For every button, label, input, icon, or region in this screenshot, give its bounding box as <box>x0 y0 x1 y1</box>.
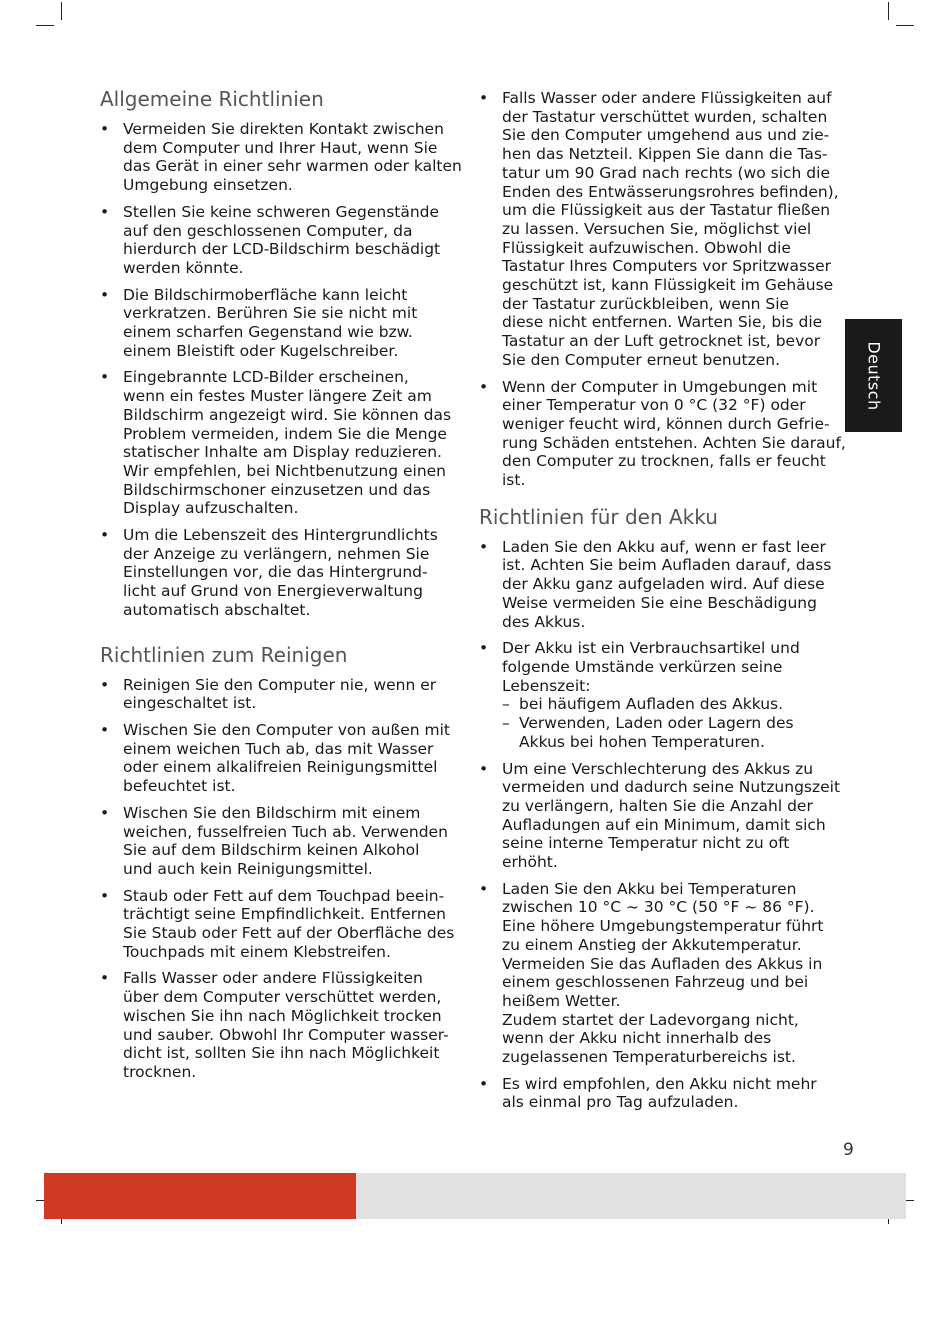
text-line: der Tastatur zurückbleiben, wenn Sie <box>502 294 790 313</box>
text-line: zu verlängern, halten Sie die Anzahl der <box>502 796 813 815</box>
cleaning-guidelines-list-continued <box>479 89 844 490</box>
list-item <box>100 969 460 1081</box>
list-item <box>479 89 844 370</box>
text-line: tatur um 90 Grad nach rechts (wo sich die <box>502 163 830 182</box>
language-tab-label: Deutsch <box>864 340 883 411</box>
bullet: • <box>100 969 110 988</box>
text-line: wenn der Akku nicht innerhalb des <box>502 1029 772 1048</box>
text-line: wenn ein festes Muster längere Zeit am <box>123 387 432 406</box>
text-line: Falls Wasser oder andere Flüssigkeiten auf <box>502 89 832 107</box>
text-line: um die Flüssigkeit aus der Tastatur fließen <box>502 201 831 220</box>
text-line: Sie Staub oder Fett auf der Oberfläche des <box>123 924 455 943</box>
text-line: der Akku ganz aufgeladen wird. Auf diese <box>502 575 825 594</box>
list-item <box>100 203 460 278</box>
cleaning-guidelines-list <box>100 676 460 1082</box>
list-item <box>100 887 460 962</box>
text-line: rung Schäden entstehen. Achten Sie darauf, <box>502 433 846 452</box>
section-title-battery: Richtlinien für den Akku <box>479 504 718 529</box>
bullet: • <box>100 285 110 304</box>
text-line: einer Temperatur von 0 °C (32 °F) oder <box>502 396 806 415</box>
text-line: das Gerät in einer sehr warmen oder kalten <box>123 157 462 176</box>
text-line: hen das Netzteil. Kippen Sie dann die Tas- <box>502 145 828 164</box>
crop-mark <box>61 2 62 20</box>
text-line: Wir empfehlen, bei Nichtbenutzung einen <box>123 461 447 480</box>
text-line: diese nicht entfernen. Warten Sie, bis die <box>502 313 823 332</box>
text-line: ist. Achten Sie beim Aufladen darauf, dass <box>502 556 832 575</box>
text-line: Lebenszeit: <box>502 676 591 695</box>
bullet: • <box>100 720 110 739</box>
text-line: erhöht. <box>502 853 558 872</box>
text-line: Wenn der Computer in Umgebungen mit <box>502 377 818 396</box>
text-line: licht auf Grund von Energieverwaltung <box>123 582 423 601</box>
text-line: den Computer zu trocknen, falls er feucht <box>502 452 826 471</box>
text-line: Die Bildschirmoberfläche kann leicht <box>123 285 408 304</box>
page-number: 9 <box>843 1140 854 1160</box>
text-line: Laden Sie den Akku bei Temperaturen <box>502 879 797 898</box>
text-line: trächtigt seine Empfindlichkeit. Entfernen <box>123 905 447 924</box>
text-line: Zudem startet der Ladevorgang nicht, <box>502 1010 799 1029</box>
text-line: und auch kein Reinigungsmittel. <box>123 859 373 878</box>
bullet: • <box>100 368 110 387</box>
text-line: Aufladungen auf ein Minimum, damit sich <box>502 815 826 834</box>
text-line: einem scharfen Gegenstand wie bzw. <box>123 323 413 342</box>
general-guidelines-list <box>100 120 460 620</box>
bullet: • <box>100 803 110 822</box>
text-line: geschützt ist, kann Flüssigkeit im Gehäuse <box>502 276 834 295</box>
text-line: heißem Wetter. <box>502 991 621 1010</box>
list-item <box>100 721 460 796</box>
sub-list-item: – Verwenden, Laden oder Lagern des Akkus bei hohen Temperaturen. <box>502 714 844 751</box>
text-line: Enden des Entwässerungsrohres befinden), <box>502 182 839 201</box>
left-column <box>100 86 460 1090</box>
text-line: Sie den Computer erneut benutzen. <box>502 350 781 369</box>
text-line: Um eine Verschlechterung des Akkus zu <box>502 759 814 778</box>
bullet: • <box>479 89 489 107</box>
text-line: auf den geschlossenen Computer, da <box>123 221 413 240</box>
text-line: der Anzeige zu verlängern, nehmen Sie <box>123 544 430 563</box>
text-line: eingeschaltet ist. <box>123 694 257 713</box>
bullet: • <box>100 526 110 545</box>
sub-list-item: – bei häufigem Aufladen des Akkus. <box>502 695 844 714</box>
text-line: dem Computer und Ihrer Haut, wenn Sie <box>123 138 438 157</box>
text-line: Problem vermeiden, indem Sie die Menge <box>123 424 447 443</box>
battery-guidelines-list <box>479 538 844 1112</box>
list-item: • Um eine Verschlechterung des Akkus zu vermeiden und dadurch seine Nutzungszeit zu verlängern, halten Sie die Anzahl der Aufladungen auf ein Minimum, damit sich seine interne Temperatur nicht zu oft erhöht. <box>479 760 844 872</box>
list-item <box>100 120 460 195</box>
text-line: der Tastatur verschüttet wurden, schalten <box>502 107 828 126</box>
language-tab <box>845 319 902 432</box>
crop-mark <box>896 25 914 26</box>
text-line: Verwenden, Laden oder Lagern des <box>519 714 794 733</box>
text-line: Weise vermeiden Sie eine Beschädigung <box>502 593 817 612</box>
list-item <box>100 286 460 361</box>
text-line: Um die Lebenszeit des Hintergrundlichts <box>123 526 438 545</box>
text-line: befeuchtet ist. <box>123 777 236 796</box>
right-column <box>479 89 844 1120</box>
text-line: Stellen Sie keine schweren Gegenstände <box>123 202 440 221</box>
text-line: automatisch abschaltet. <box>123 600 311 619</box>
text-line: Sie den Computer umgehend aus und zie- <box>502 126 830 145</box>
text-line: Touchpads mit einem Klebstreifen. <box>123 942 391 961</box>
list-item <box>100 368 460 518</box>
text-line: Flüssigkeit aufzuwischen. Obwohl die <box>502 238 791 257</box>
crop-mark <box>888 2 889 20</box>
list-item <box>100 804 460 879</box>
text-line: statischer Inhalte am Display reduzieren. <box>123 443 442 462</box>
text-line: Eine höhere Umgebungstemperatur führt <box>502 917 824 936</box>
text-line: hierdurch der LCD-Bildschirm beschädigt <box>123 240 441 259</box>
list-item <box>100 676 460 713</box>
text-line: ist. <box>502 471 526 490</box>
text-line: Tastatur an der Luft getrocknet ist, bevor <box>502 332 821 351</box>
text-line: Akkus bei hohen Temperaturen. <box>519 732 765 751</box>
section-title-cleaning: Richtlinien zum Reinigen <box>100 642 348 667</box>
text-line: zwischen 10 °C ~ 30 °C (50 °F ~ 86 °F). <box>502 898 815 917</box>
bullet: • <box>479 377 489 396</box>
bullet: • <box>100 120 110 138</box>
text-line: Bildschirm angezeigt wird. Sie können das <box>123 405 452 424</box>
text-line: Staub oder Fett auf dem Touchpad beein- <box>123 886 445 905</box>
footer-band <box>356 1173 906 1219</box>
section-title-general: Allgemeine Richtlinien <box>100 87 324 111</box>
text-line: Es wird empfohlen, den Akku nicht mehr <box>502 1074 817 1093</box>
text-line: Sie auf dem Bildschirm keinen Alkohol <box>123 841 420 860</box>
text-line: folgende Umstände verkürzen seine <box>502 657 783 676</box>
bullet: • <box>100 202 110 221</box>
text-line: einem Bleistift oder Kugelschreiber. <box>123 341 399 360</box>
text-line: Eingebrannte LCD-Bilder erscheinen, <box>123 368 409 387</box>
text-line: und sauber. Obwohl Ihr Computer wasser- <box>123 1025 449 1044</box>
bullet: • <box>100 886 110 905</box>
list-item <box>100 526 460 620</box>
text-line: zugelassenen Temperaturbereichs ist. <box>502 1048 796 1067</box>
list-item: • Es wird empfohlen, den Akku nicht mehr als einmal pro Tag aufzuladen. <box>479 1075 844 1112</box>
text-line: dicht ist, sollten Sie ihn nach Möglichkeit <box>123 1044 440 1063</box>
text-line: weniger feucht wird, können durch Gefrie- <box>502 414 830 433</box>
text-line: oder einem alkalifreien Reinigungsmittel <box>123 758 438 777</box>
crop-mark <box>36 25 54 26</box>
text-line: vermeiden und dadurch seine Nutzungszeit <box>502 778 841 797</box>
text-line: Laden Sie den Akku auf, wenn er fast leer <box>502 537 826 556</box>
list-item <box>479 378 844 490</box>
text-line: einem weichen Tuch ab, das mit Wasser <box>123 739 434 758</box>
text-line: einem geschlossenen Fahrzeug und bei <box>502 973 809 992</box>
text-line: Umgebung einsetzen. <box>123 176 293 195</box>
text-line: verkratzen. Berühren Sie sie nicht mit <box>123 304 418 323</box>
text-line: Reinigen Sie den Computer nie, wenn er <box>123 675 437 694</box>
text-line: Einstellungen vor, die das Hintergrund- <box>123 563 428 582</box>
text-line: seine interne Temperatur nicht zu oft <box>502 834 790 853</box>
text-line: zu lassen. Versuchen Sie, möglichst viel <box>502 219 812 238</box>
bullet: • <box>100 675 110 694</box>
text-line: bei häufigem Aufladen des Akkus. <box>519 695 784 714</box>
text-line: Wischen Sie den Bildschirm mit einem <box>123 803 421 822</box>
text-line: Der Akku ist ein Verbrauchsartikel und <box>502 639 800 658</box>
list-item: • Laden Sie den Akku auf, wenn er fast leer ist. Achten Sie beim Aufladen darauf, dass der Akku ganz aufgeladen wird. Auf diese Weise vermeiden Sie eine Beschädigung des Akkus. <box>479 538 844 632</box>
text-line: des Akkus. <box>502 612 586 631</box>
text-line: trocknen. <box>123 1062 197 1081</box>
text-line: Falls Wasser oder andere Flüssigkeiten <box>123 969 423 988</box>
text-line: als einmal pro Tag aufzuladen. <box>502 1093 739 1112</box>
text-line: zu einem Anstieg der Akkutemperatur. <box>502 935 802 954</box>
text-line: werden könnte. <box>123 258 244 277</box>
text-line: über dem Computer verschüttet werden, <box>123 988 442 1007</box>
footer-accent-bar <box>44 1173 356 1219</box>
list-item: • Der Akku ist ein Verbrauchsartikel und folgende Umstände verkürzen seine Lebenszeit: – bei häufigem Aufladen des Akkus. – Verwenden, Laden oder Lagern des Akkus bei hohen Temperaturen. <box>479 639 844 751</box>
list-item: • Laden Sie den Akku bei Temperaturen zwischen 10 °C ~ 30 °C (50 °F ~ 86 °F). Eine höhere Umgebungstemperatur führt zu einem Anstieg der Akkutemperatur. Vermeiden Sie das Aufladen des Akkus in einem geschlossenen Fahrzeug und bei heißem Wetter. Zudem startet der Ladevorgang nicht, wenn der Akku nicht innerhalb des zugelassenen Temperaturbereichs ist. <box>479 880 844 1067</box>
text-line: Tastatur Ihres Computers vor Spritzwasser <box>502 257 832 276</box>
text-line: Vermeiden Sie direkten Kontakt zwischen <box>123 120 444 138</box>
text-line: wischen Sie ihn nach Möglichkeit trocken <box>123 1006 442 1025</box>
text-line: Bildschirmschoner einzusetzen und das <box>123 480 431 499</box>
text-line: Vermeiden Sie das Aufladen des Akkus in <box>502 954 823 973</box>
text-line: Wischen Sie den Computer von außen mit <box>123 720 450 739</box>
text-line: Display aufzuschalten. <box>123 499 299 518</box>
text-line: weichen, fusselfreien Tuch ab. Verwenden <box>123 822 448 841</box>
sub-list <box>502 695 844 751</box>
